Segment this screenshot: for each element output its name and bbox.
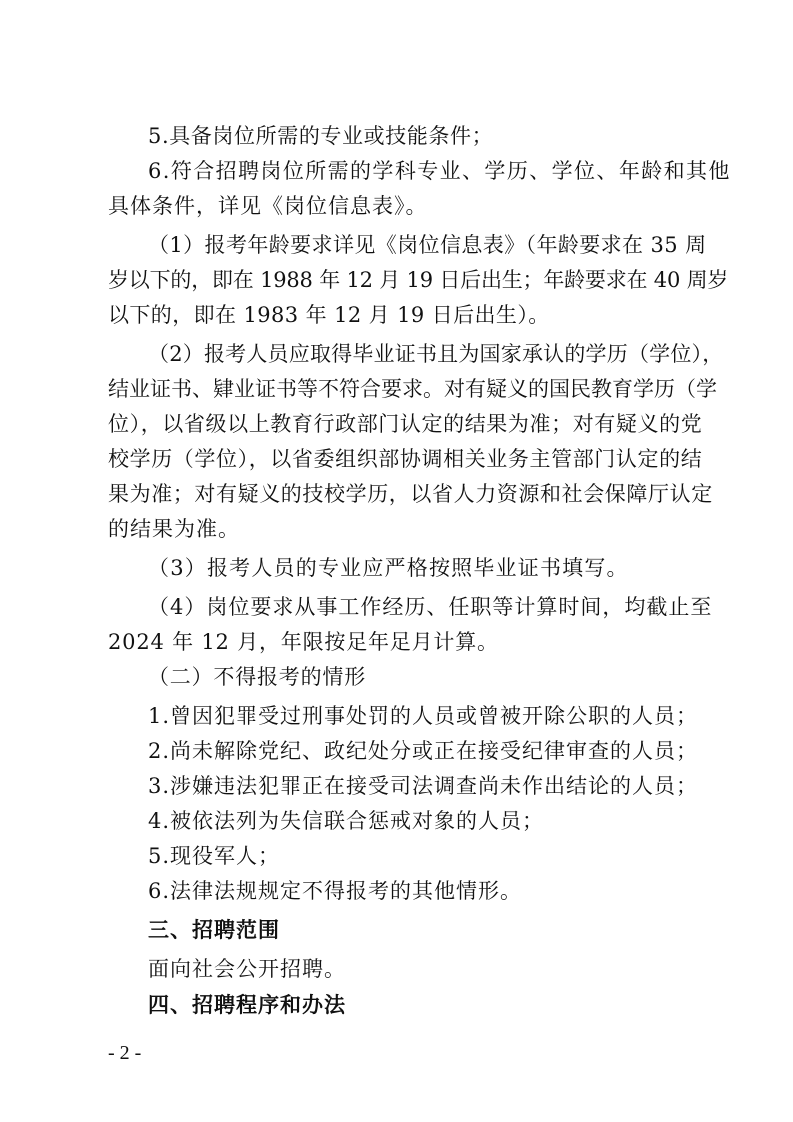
list-item: 1.曾因犯罪受过刑事处罚的人员或曾被开除公职的人员； — [148, 704, 699, 728]
list-item: 5.现役军人； — [148, 844, 281, 868]
text-line: （1）报考年龄要求详见《岗位信息表》（年龄要求在 35 周 — [148, 233, 707, 257]
list-item: 6.法律法规规定不得报考的其他情形。 — [148, 879, 523, 903]
text-line: 位），以省级以上教育行政部门认定的结果为准；对有疑义的党 — [108, 412, 703, 436]
list-item: 2.尚未解除党纪、政纪处分或正在接受纪律审查的人员； — [148, 739, 699, 763]
list-item: 3.涉嫌违法犯罪正在接受司法调查尚未作出结论的人员； — [148, 774, 699, 798]
text-line: 面向社会公开招聘。 — [148, 957, 346, 981]
text-line: 以下的，即在 1983 年 12 月 19 日后出生）。 — [108, 303, 550, 327]
text-line: 岁以下的，即在 1988 年 12 月 19 日后出生；年龄要求在 40 周岁 — [108, 268, 729, 292]
text-line: 结业证书、肄业证书等不符合要求。对有疑义的国民教育学历（学 — [108, 377, 717, 401]
text-line: （3）报考人员的专业应严格按照毕业证书填写。 — [148, 556, 629, 580]
list-item: 4.被依法列为失信联合惩戒对象的人员； — [148, 809, 545, 833]
text-line: 具体条件，详见《岗位信息表》。 — [108, 194, 428, 218]
text-line: 2024 年 12 月，年限按足年足月计算。 — [108, 630, 499, 654]
text-line: 6.符合招聘岗位所需的学科专业、学历、学位、年龄和其他 — [148, 159, 731, 183]
text-line: 的结果为准。 — [108, 517, 240, 541]
page-number: - 2 - — [108, 1042, 142, 1064]
section-heading: 四、招聘程序和办法 — [148, 993, 346, 1017]
text-line: 5.具备岗位所需的专业或技能条件； — [148, 124, 494, 148]
text-line: 校学历（学位），以省委组织部协调相关业务主管部门认定的结 — [108, 447, 703, 471]
section-heading: 三、招聘范围 — [148, 918, 280, 942]
subheading: （二）不得报考的情形 — [148, 665, 366, 689]
text-line: （4）岗位要求从事工作经历、任职等计算时间，均截止至 — [148, 595, 713, 619]
text-line: 果为准；对有疑义的技校学历，以省人力资源和社会保障厅认定 — [108, 482, 713, 506]
text-line: （2）报考人员应取得毕业证书且为国家承认的学历（学位）， — [148, 342, 724, 366]
